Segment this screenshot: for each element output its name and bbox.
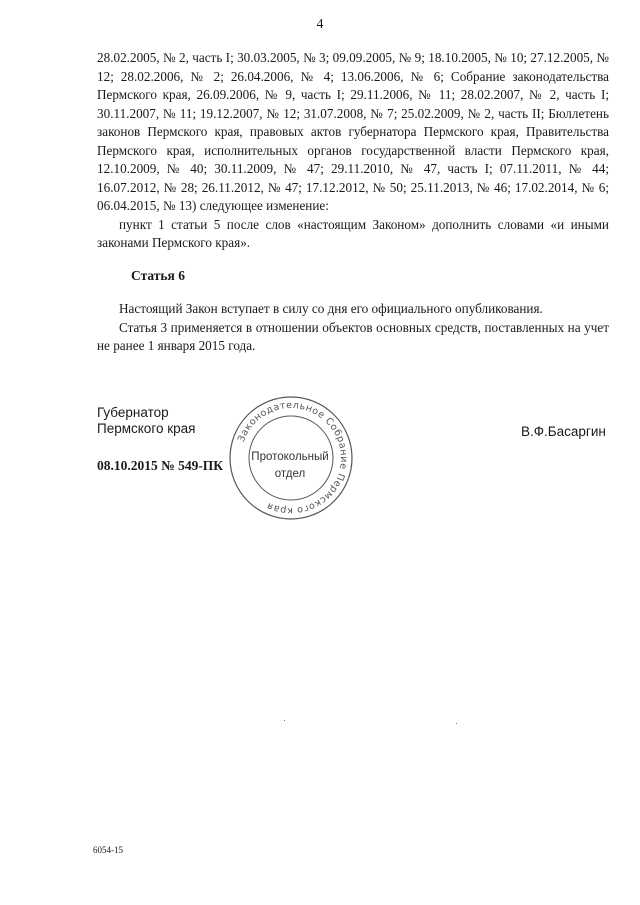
article-heading: Статья 6	[131, 268, 185, 283]
amendment-text-paragraph: пункт 1 статьи 5 после слов «настоящим Законом» дополнить словами «и иными законами Пермского края».	[97, 216, 609, 250]
body-text	[97, 49, 609, 253]
signer-name: В.Ф.Басаргин	[521, 424, 606, 439]
stamp-label-line: отдел	[274, 468, 306, 480]
scan-speck	[456, 723, 457, 724]
scan-speck	[284, 720, 285, 721]
article-text	[97, 300, 609, 356]
signer-title-line: Губернатор	[97, 405, 169, 420]
signer-title-line: Пермского края	[97, 421, 196, 436]
stamp-label	[248, 449, 332, 483]
article-paragraph: Статья 3 применяется в отношении объектов основных средств, поставленных на учет не ранее 1 января 2015 года.	[97, 319, 609, 353]
article-paragraph: Настоящий Закон вступает в силу со дня его официального опубликования.	[119, 301, 543, 316]
page-number: 4	[316, 17, 324, 32]
stamp-label-line: Протокольный	[251, 451, 329, 463]
amendment-reference-paragraph: 28.02.2005, № 2, часть I; 30.03.2005, № 3; 09.09.2005, № 9; 18.10.2005, № 10; 27.12.2005, № 12; 28.02.2006, № 2; 26.04.2006, № 4; 13.06.2006, № 6; Собрание законодательства Пермского края, 26.09.2006, № 9, часть I; 29.11.2006, № 11; 28.02.2007, № 2, часть I; 30.11.2007, № 11; 19.12.2007, № 12; 31.07.2008, № 7; 25.02.2009, № 2, часть II; Бюллетень законов Пермского края, правовых актов губернатора Пермского края, Правительства Пермского края, исполнительных органов государственной власти Пермского края, 12.10.2009, № 40; 30.11.2009, № 47; 29.11.2010, № 47, часть I; 07.11.2011, № 44; 16.07.2012, № 28; 26.11.2012, № 47; 17.12.2012, № 50; 25.11.2013, № 46; 17.02.2014, № 6; 06.04.2015, № 13) следующее изменение:	[97, 50, 609, 213]
document-code: 6054-15	[93, 845, 123, 855]
svg-text:Законодательное Собрание Пермс: Законодательное Собрание Пермского края	[235, 399, 350, 517]
law-reference: 08.10.2015 № 549-ПК	[97, 458, 224, 473]
signer-title	[97, 405, 195, 437]
